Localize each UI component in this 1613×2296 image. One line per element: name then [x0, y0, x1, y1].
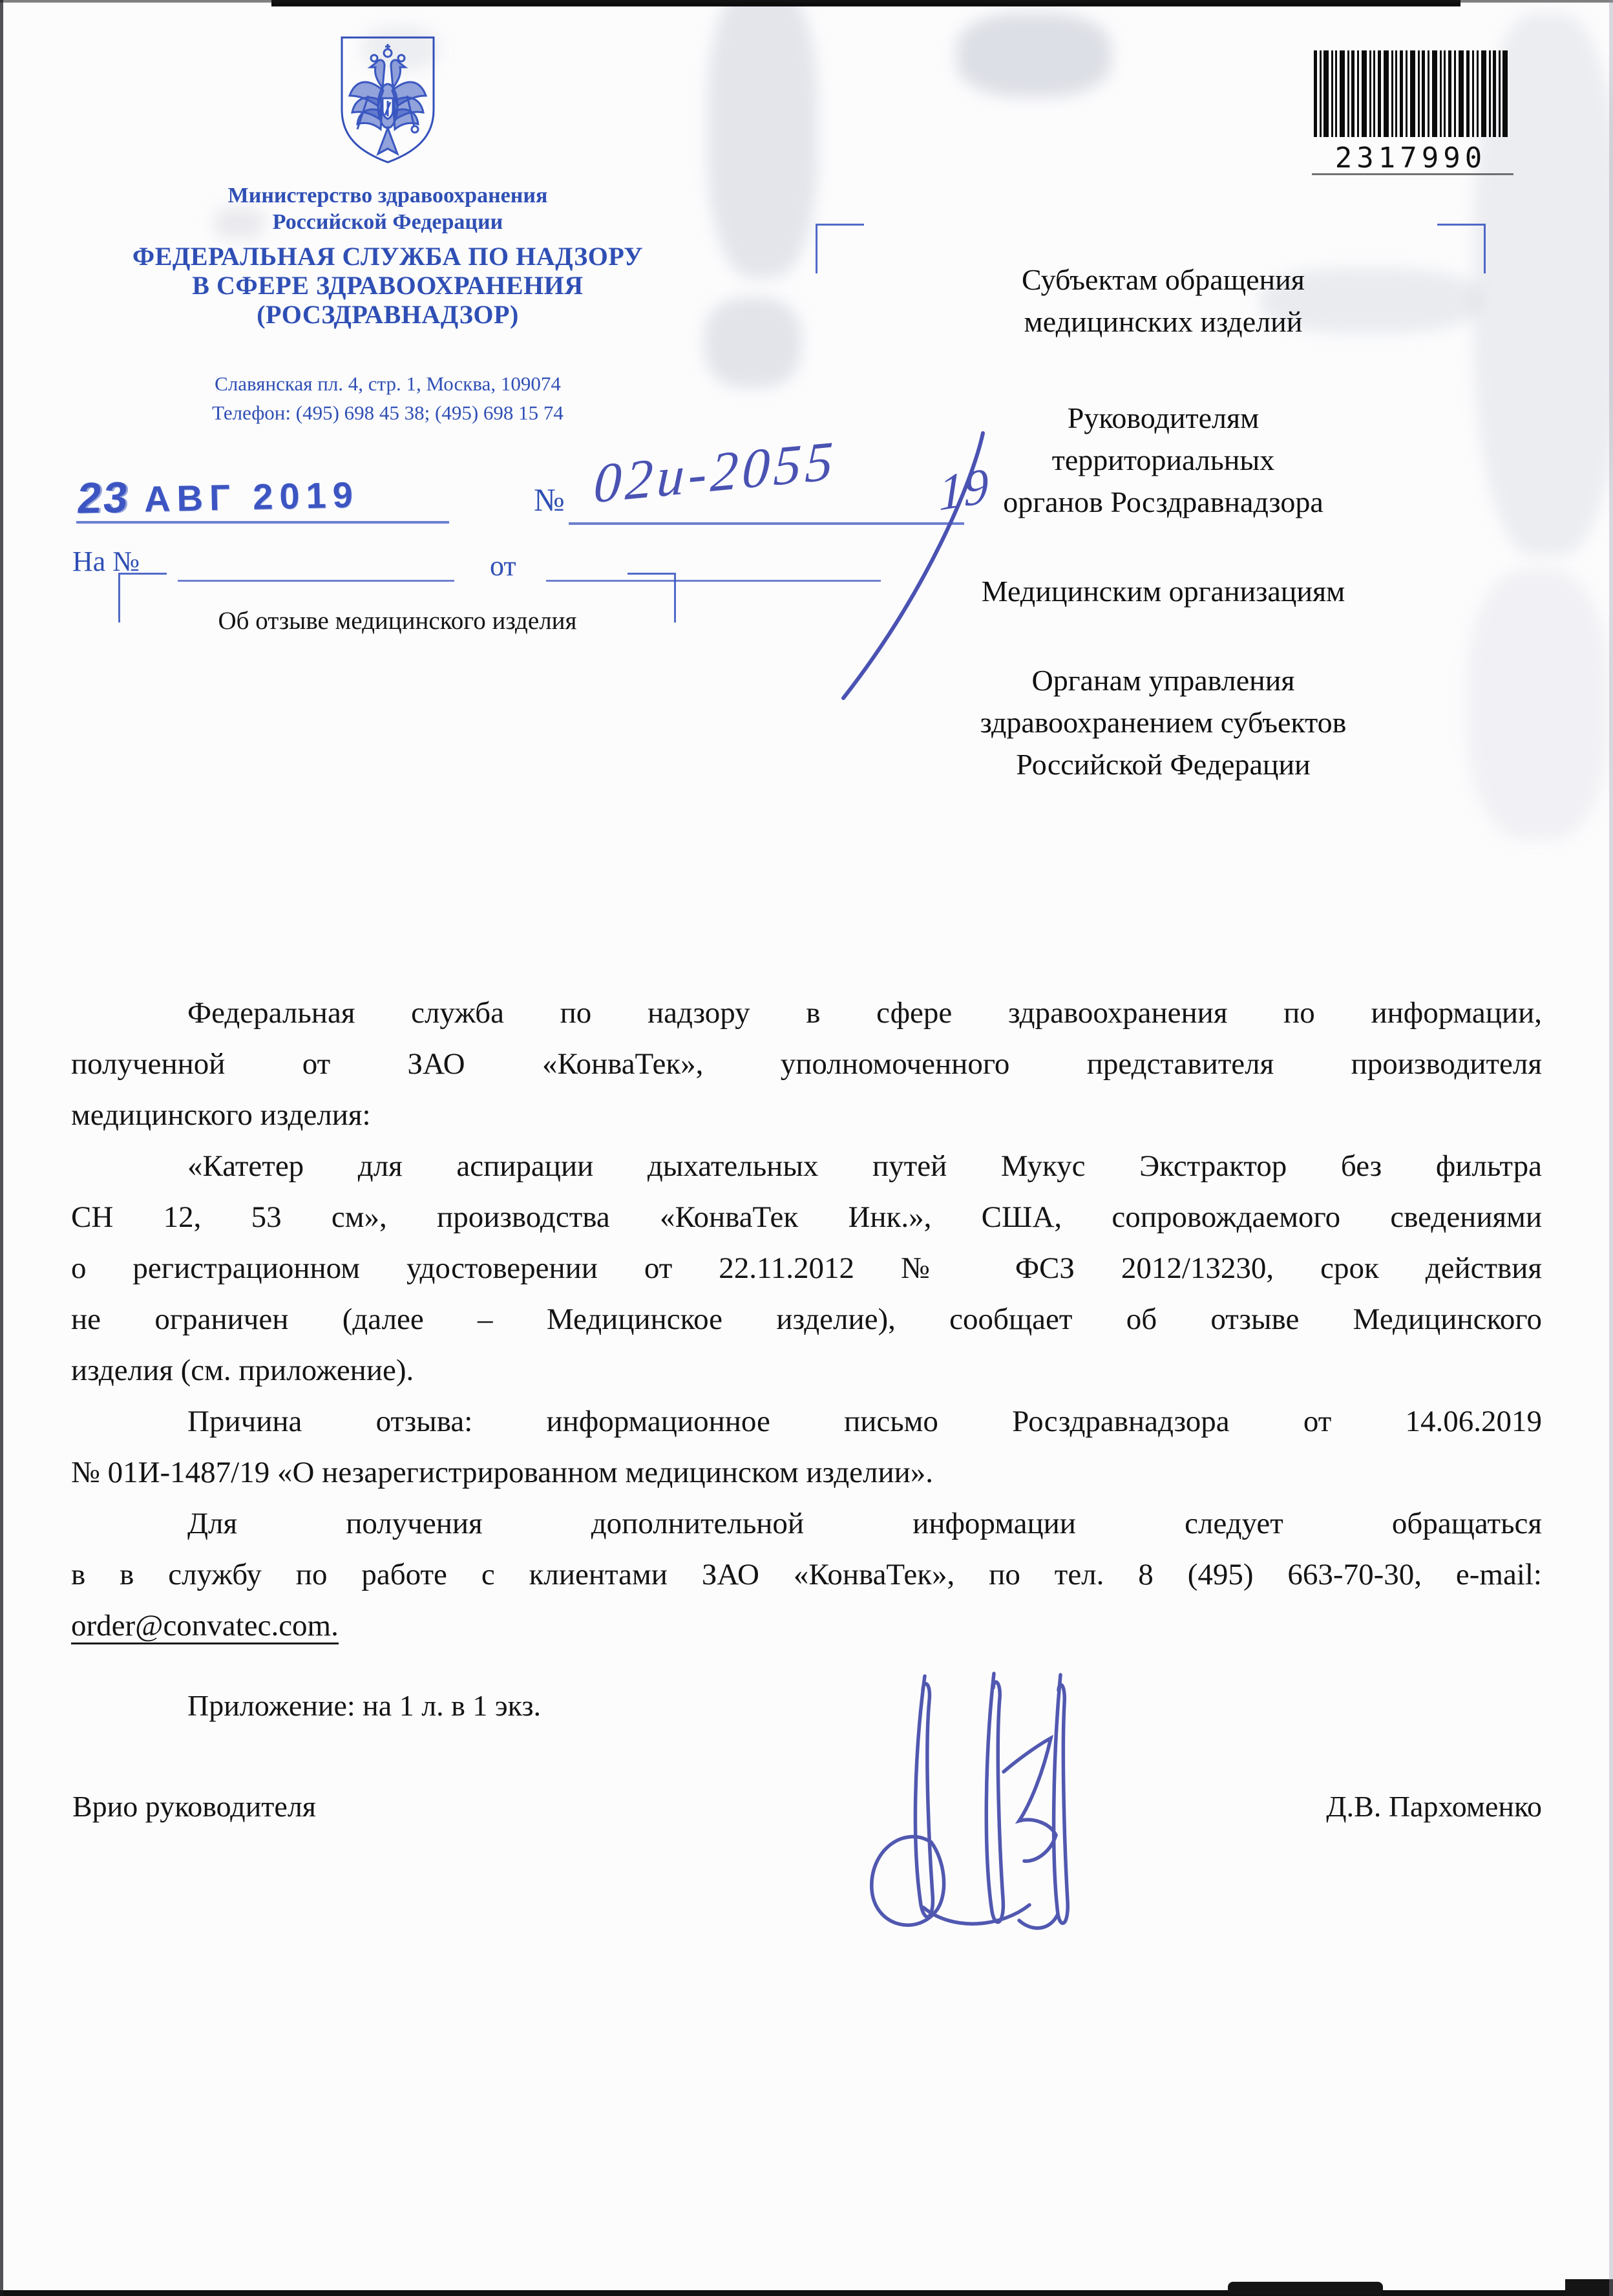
date-stamp [77, 467, 359, 523]
body-line: медицинского изделия: [71, 1098, 371, 1132]
date-underline [76, 521, 449, 524]
recipient-group-4 [831, 659, 1495, 785]
body-line: о регистрационном удостоверении от 22.11.2012 № ФСЗ 2012/13230, срок действия [71, 1251, 1542, 1285]
recipient-line: Органам управления [1031, 664, 1295, 697]
body-line: в в службу по работе с клиентами ЗАО «КонваТек», по тел. 8 (495) 663-70-30, e-mail: [71, 1558, 1542, 1591]
service-name-line3: (РОСЗДРАВНАДЗОР) [257, 300, 519, 329]
phone-line: Телефон: (495) 698 45 38; (495) 698 15 74 [212, 401, 564, 424]
body-line: Причина отзыва: информационное письмо Росздравнадзора от 14.06.2019 [187, 1405, 1542, 1438]
recipient-group-2 [831, 397, 1495, 523]
address-line: Славянская пл. 4, стр. 1, Москва, 109074 [215, 372, 561, 395]
russia-coat-of-arms-icon [333, 34, 443, 169]
body-line: СН 12, 53 см», производства «КонваТек Инк.», США, сопровождаемого сведениями [71, 1200, 1542, 1234]
ministry-name-line2: Российской Федерации [272, 210, 503, 234]
scan-edge-left [0, 0, 3, 2296]
scan-edge-right [1609, 0, 1613, 2296]
reply-number-label: На № [72, 546, 140, 577]
barcode-bars [1314, 50, 1508, 137]
body-line: № 01И-1487/19 «О незарегистрированном медицинском изделии». [71, 1456, 934, 1489]
recipient-line: Субъектам обращения [1022, 263, 1305, 296]
body-line: изделия (см. приложение). [71, 1354, 414, 1387]
recipient-line: Руководителям [1067, 401, 1260, 434]
date-stamp-day: 23 [75, 473, 132, 523]
reply-number-blank [178, 580, 454, 582]
number-sign: № [534, 482, 565, 518]
recipient-group-1 [831, 259, 1495, 343]
handwritten-reg-number: 02и-2055 [592, 429, 838, 515]
recipient-line: здравоохранением субъектов [980, 706, 1347, 739]
letter-body [71, 988, 1542, 1652]
handwritten-reg-suffix: 19 [938, 456, 989, 522]
subject-line: Об отзыве медицинского изделия [218, 607, 577, 635]
scan-smudge [956, 13, 1112, 97]
body-line: Федеральная служба по надзору в сфере здравоохранения по информации, [187, 996, 1542, 1030]
recipient-group-3 [831, 570, 1495, 612]
body-line: Для получения дополнительной информации следует обращаться [187, 1507, 1542, 1540]
email-link: order@convatec.com. [71, 1609, 339, 1644]
scan-smudge [708, 0, 817, 278]
recipient-line: органов Росздравнадзора [1003, 485, 1323, 518]
body-line: «Катетер для аспирации дыхательных путей Мукус Экстрактор без фильтра [187, 1149, 1542, 1183]
service-name [58, 242, 717, 329]
date-stamp-monthyear: АВГ 2019 [143, 474, 360, 520]
recipient-line: Российской Федерации [1016, 748, 1311, 781]
barcode-number: 2317990 [1334, 142, 1487, 175]
recipient-line: Медицинским организациям [981, 575, 1345, 608]
body-line: полученной от ЗАО «КонваТек», уполномоченного представителя производителя [71, 1047, 1542, 1081]
contact-block [58, 369, 717, 427]
recipient-line: территориальных [1051, 443, 1275, 476]
recipient-line: медицинских изделий [1024, 305, 1303, 338]
scan-edge-corner [1565, 2279, 1613, 2296]
barcode-label-edge [1312, 173, 1513, 175]
body-line: не ограничен (далее – Медицинское изделие), сообщает об отзыве Медицинского [71, 1302, 1542, 1336]
signer-position: Врио руководителя [72, 1790, 316, 1823]
body-line-email [71, 1600, 1542, 1652]
service-name-line2: В СФЕРЕ ЗДРАВООХРАНЕНИЯ [192, 271, 584, 300]
ministry-name [58, 182, 717, 235]
scan-edge-blob [1228, 2282, 1383, 2295]
signer-name: Д.В. Пархоменко [1326, 1790, 1542, 1823]
ministry-name-line1: Министерство здравоохранения [227, 184, 548, 207]
barcode [1312, 50, 1510, 175]
scan-smudge [704, 297, 801, 388]
reply-date-label: от [490, 550, 516, 582]
service-name-line1: ФЕДЕРАЛЬНАЯ СЛУЖБА ПО НАДЗОРУ [132, 242, 644, 271]
scan-edge-top-thin [0, 0, 1613, 3]
attachment-note: Приложение: на 1 л. в 1 экз. [187, 1689, 542, 1722]
